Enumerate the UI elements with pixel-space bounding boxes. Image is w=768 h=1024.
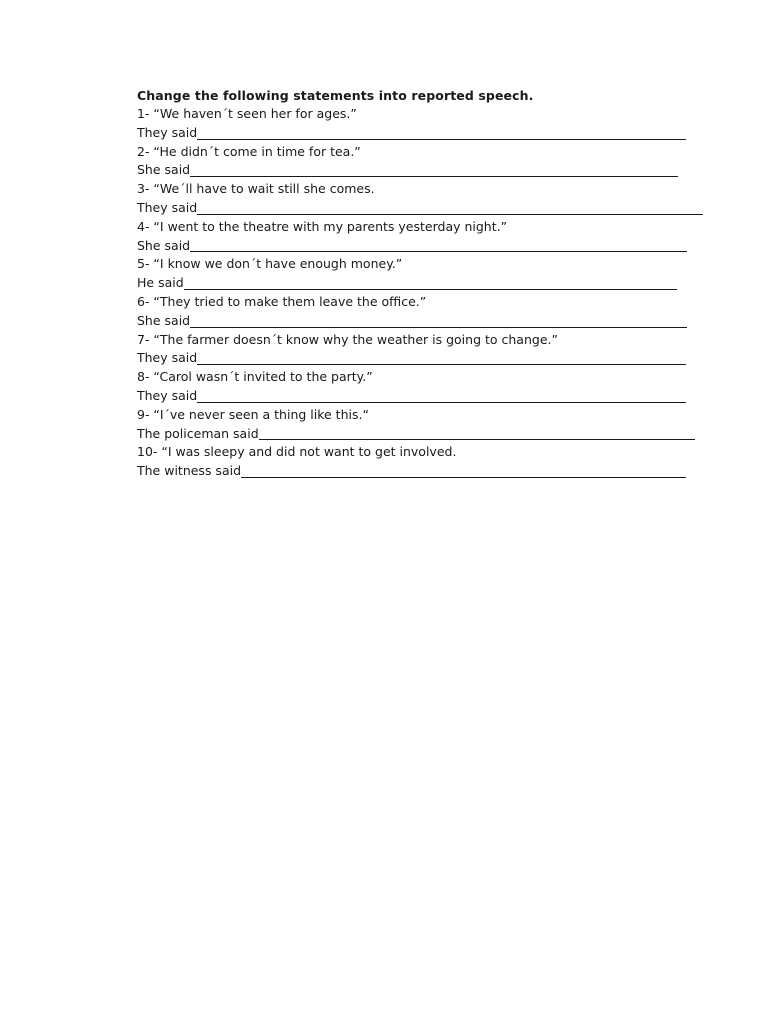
- answer-blank[interactable]: [184, 275, 677, 290]
- worksheet: [137, 86, 712, 481]
- answer-line-1[interactable]: [137, 124, 712, 143]
- answer-label: She said: [137, 237, 191, 253]
- statement-8: 8- “Carol wasn´t invited to the party.”: [137, 369, 373, 385]
- answer-blank[interactable]: [197, 125, 686, 140]
- answer-blank[interactable]: [190, 313, 687, 328]
- answer-blank[interactable]: [190, 237, 687, 252]
- statement-9: 9- “I´ve never seen a thing like this.“: [137, 406, 369, 422]
- answer-blank[interactable]: [197, 388, 686, 403]
- answer-label: They said: [137, 350, 198, 366]
- answer-blank[interactable]: [190, 162, 678, 177]
- answer-line-9[interactable]: [137, 425, 712, 444]
- answer-label: They said: [137, 387, 198, 403]
- answer-label: He said: [137, 275, 184, 291]
- answer-blank[interactable]: [197, 200, 703, 215]
- statement-2: 2- “He didn´t come in time for tea.”: [137, 143, 361, 159]
- answer-line-3[interactable]: [137, 199, 712, 218]
- answer-blank[interactable]: [241, 463, 686, 478]
- answer-line-8[interactable]: [137, 387, 712, 406]
- answer-label: She said: [137, 162, 191, 178]
- answer-label: They said: [137, 124, 198, 140]
- statement-4: 4- “I went to the theatre with my parents yesterday night.”: [137, 218, 508, 234]
- answer-line-7[interactable]: [137, 349, 712, 368]
- answer-blank[interactable]: [259, 425, 695, 440]
- statement-6: 6- “They tried to make them leave the office.”: [137, 293, 427, 309]
- worksheet-title: Change the following statements into reported speech.: [137, 88, 534, 103]
- answer-blank[interactable]: [197, 350, 686, 365]
- answer-line-5[interactable]: [137, 274, 712, 293]
- statement-5: 5- “I know we don´t have enough money.”: [137, 256, 403, 272]
- statement-7: 7- “The farmer doesn´t know why the weather is going to change.”: [137, 331, 558, 347]
- statement-1: 1- “We haven´t seen her for ages.”: [137, 106, 357, 121]
- answer-line-6[interactable]: [137, 312, 712, 331]
- statement-10: 10- “I was sleepy and did not want to get involved.: [137, 444, 457, 460]
- answer-label: They said: [137, 199, 198, 215]
- answer-label: The witness said: [137, 463, 242, 479]
- answer-label: The policeman said: [137, 425, 259, 441]
- answer-line-10[interactable]: [137, 462, 712, 481]
- answer-line-4[interactable]: [137, 237, 712, 256]
- answer-label: She said: [137, 312, 191, 328]
- statement-3: 3- “We´ll have to wait still she comes.: [137, 181, 375, 197]
- answer-line-2[interactable]: [137, 161, 712, 180]
